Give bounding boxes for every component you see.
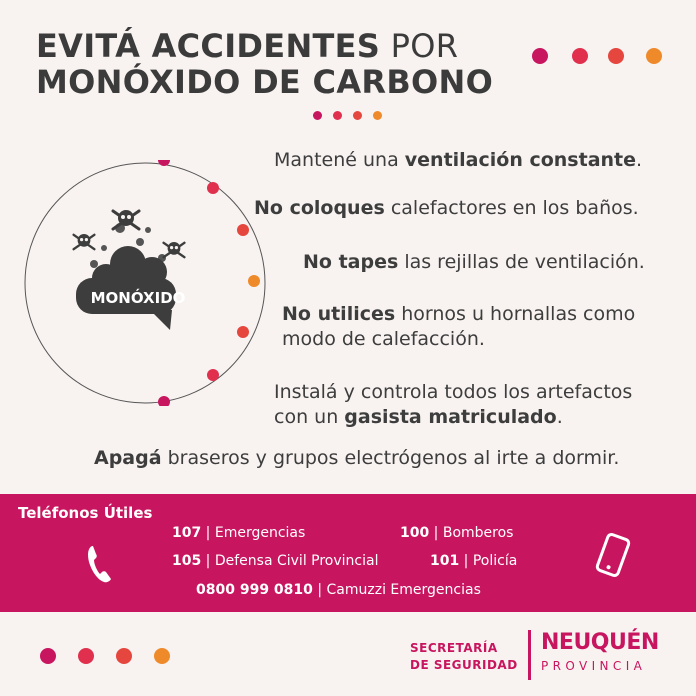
tip-text: . <box>636 149 643 171</box>
phone-label: | Camuzzi Emergencias <box>312 582 481 598</box>
tip-braziers <box>94 446 619 471</box>
title-line-2: MONÓXIDO DE CARBONO <box>36 63 494 101</box>
brand-logo <box>528 630 659 680</box>
arc-dot <box>248 275 260 287</box>
brand-subtitle: PROVINCIA <box>541 659 647 673</box>
phone-entry-camuzzi <box>196 582 481 598</box>
tip-ovens-line2 <box>282 327 485 352</box>
tip-text: las rejillas de ventilación. <box>398 251 645 273</box>
decor-dot <box>40 648 56 664</box>
arc-dot <box>207 369 219 381</box>
tip-text: Instalá y controla todos los artefactos <box>274 381 633 403</box>
decor-dot <box>333 111 342 120</box>
tip-text: Mantené una <box>274 149 405 171</box>
tip-bathroom-heaters <box>254 196 639 221</box>
decor-dot <box>608 48 624 64</box>
decor-dot <box>373 111 382 120</box>
mobile-phone-icon <box>594 531 633 579</box>
tip-bold: gasista matriculado <box>344 406 557 428</box>
tip-text: . <box>556 406 563 428</box>
tip-install-line2 <box>274 405 563 430</box>
title-light: POR <box>380 27 459 65</box>
decor-dot <box>78 648 94 664</box>
phone-number: 101 <box>430 553 460 569</box>
tip-vent-grilles <box>303 250 645 275</box>
decor-dot <box>572 48 588 64</box>
phone-label: | Emergencias <box>201 525 306 541</box>
phone-number: 107 <box>172 525 202 541</box>
arc-dot <box>158 396 170 406</box>
phones-header: Teléfonos Útiles <box>18 504 153 522</box>
tip-ovens <box>282 302 635 327</box>
useful-phones-band <box>0 494 696 612</box>
org-line-2: DE SEGURIDAD <box>410 658 518 672</box>
phone-entry-defensa-civil <box>172 553 378 569</box>
skull-crossbones-icon <box>164 242 185 257</box>
phone-handset-icon <box>86 544 114 584</box>
title-bold: EVITÁ ACCIDENTES <box>36 27 381 65</box>
phone-number: 100 <box>400 525 430 541</box>
tip-bold: Apagá <box>94 447 162 469</box>
phone-label: | Defensa Civil Provincial <box>201 553 379 569</box>
tip-bold: No tapes <box>303 251 399 273</box>
tip-text: con un <box>274 406 345 428</box>
phone-label: | Bomberos <box>429 525 514 541</box>
decor-dot <box>646 48 662 64</box>
tip-bold: ventilación constante <box>404 149 637 171</box>
tip-install-line1 <box>274 380 632 405</box>
skull-crossbones-icon <box>113 210 139 229</box>
phone-entry-policia <box>430 553 517 569</box>
skull-crossbones-icon <box>74 234 95 249</box>
cloud-label: MONÓXIDO <box>90 289 186 307</box>
org-name <box>410 640 518 674</box>
tip-bold: No coloques <box>254 197 385 219</box>
phone-entry-bomberos <box>400 525 513 541</box>
phone-number: 0800 999 0810 <box>196 582 313 598</box>
phone-label: | Policía <box>459 553 518 569</box>
tip-text: calefactores en los baños. <box>384 197 639 219</box>
tip-ventilation <box>274 148 642 173</box>
tip-text: braseros y grupos electrógenos al irte a dormir. <box>161 447 620 469</box>
decor-dot <box>532 48 548 64</box>
tip-text: modo de calefacción. <box>282 328 485 350</box>
decor-dot <box>313 111 322 120</box>
phone-entry-emergencias <box>172 525 305 541</box>
org-line-1: SECRETARÍA <box>410 641 498 655</box>
tip-text: hornos u hornallas como <box>395 303 636 325</box>
decor-dot <box>154 648 170 664</box>
decor-dot <box>353 111 362 120</box>
arc-dot <box>237 224 249 236</box>
monoxide-illustration <box>22 160 268 406</box>
decor-dot <box>116 648 132 664</box>
arc-dot <box>237 326 249 338</box>
brand-name: NEUQUÉN <box>541 630 659 655</box>
arc-dot <box>207 182 219 194</box>
page-title <box>36 28 493 100</box>
tip-bold: No utilices <box>282 303 396 325</box>
title-line-1 <box>36 28 493 64</box>
phone-number: 105 <box>172 553 202 569</box>
